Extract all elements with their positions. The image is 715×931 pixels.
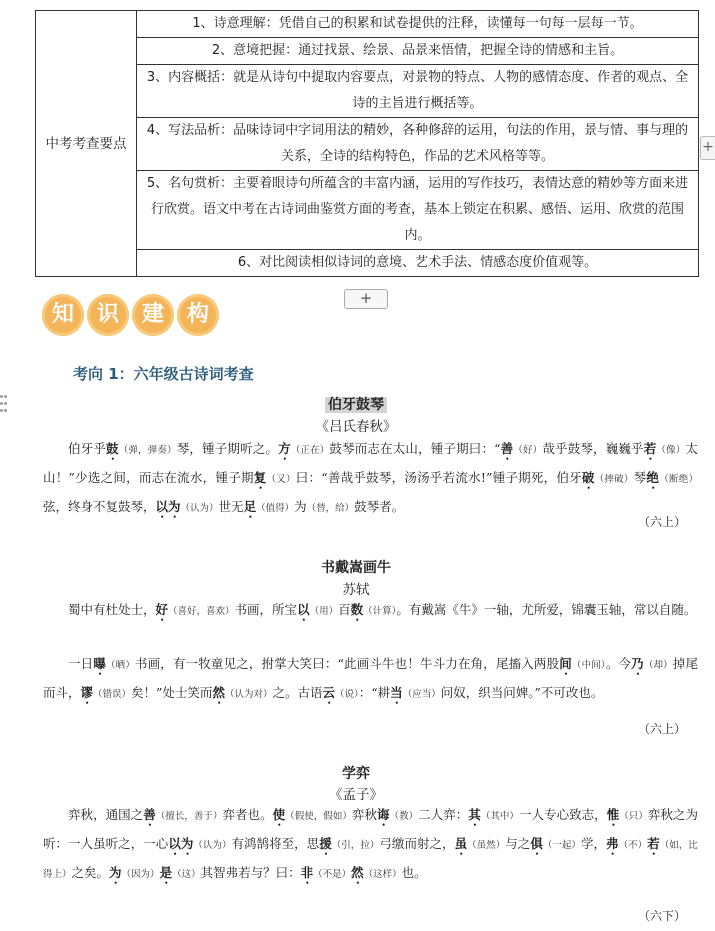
passage-author: 苏轼 xyxy=(342,582,370,598)
gloss-note: （摔破） xyxy=(594,474,634,485)
text-run: 之矣。 xyxy=(71,865,110,880)
gloss-note: （引，拉） xyxy=(331,840,380,851)
key-word: 俱 xyxy=(530,836,543,851)
gloss-note: （弹，弹奏） xyxy=(118,445,177,456)
table-item: 5、名句赏析：主要着眼诗句所蕴含的丰富内涵，运用的写作技巧，表情达意的精妙等方面来进行欣赏。语文中考在古诗词曲鉴赏方面的考查，基本上锁定在积累、感悟、运用、欣赏的范围内。 xyxy=(137,171,699,250)
passage-author: 《吕氏春秋》 xyxy=(315,419,397,435)
gloss-note: （中间） xyxy=(571,660,606,671)
text-run: 与之 xyxy=(505,836,531,851)
key-word: 以 xyxy=(297,602,310,617)
gloss-note: （虽然） xyxy=(467,840,506,851)
key-word: 破 xyxy=(581,470,595,485)
table-row xyxy=(36,11,699,38)
key-word: 惟 xyxy=(606,807,620,822)
key-word: 弗 xyxy=(606,836,619,851)
add-column-button[interactable]: + xyxy=(700,136,715,160)
text-run: 伯牙乎 xyxy=(68,441,107,456)
text-run: 学， xyxy=(580,836,607,851)
gloss-note: （值得） xyxy=(256,503,295,514)
text-run: 百 xyxy=(338,602,351,617)
exam-points-table xyxy=(35,10,699,277)
key-word: 间 xyxy=(559,656,572,671)
gloss-note: （这） xyxy=(172,869,201,880)
passage-body xyxy=(43,650,698,708)
text-run: 琴，锺子期听之。 xyxy=(176,441,279,456)
key-word: 善 xyxy=(143,807,156,822)
passage-title-text: 伯牙鼓琴 xyxy=(325,397,387,413)
key-word: 谬 xyxy=(80,685,94,700)
text-run: ：“耕 xyxy=(358,685,391,700)
key-word: 若 xyxy=(647,836,660,851)
gloss-note: （认为） xyxy=(193,840,232,851)
key-word: 好 xyxy=(155,602,169,617)
text-run: 弦，终身不复鼓琴， xyxy=(43,499,156,514)
key-word: 鼓 xyxy=(106,441,119,456)
text-run: 矣！”处士笑而 xyxy=(131,685,213,700)
text-run: 鼓琴者。 xyxy=(354,499,405,514)
gloss-note: （不是） xyxy=(313,869,352,880)
key-word: 复 xyxy=(253,470,267,485)
table-item: 2、意境把握：通过找景、绘景、品景来悟情，把握全诗的情感和主旨。 xyxy=(137,38,699,65)
grade-label: （六下） xyxy=(637,909,686,923)
text-run: 太山！”少选之间，而志在流水，锺子期 xyxy=(43,441,698,485)
gloss-note: （用） xyxy=(309,606,339,617)
gloss-note: （断绝） xyxy=(659,474,698,485)
text-run: 弈秋 xyxy=(351,807,377,822)
key-word: 非 xyxy=(300,865,314,880)
passage-body xyxy=(43,596,698,625)
gloss-note: （好） xyxy=(513,445,543,456)
gloss-note: （认为） xyxy=(180,503,219,514)
passage-title: 学弈 xyxy=(342,766,370,782)
banner-char: 知 xyxy=(42,294,84,336)
gloss-note: （教） xyxy=(389,811,419,822)
text-run: 。有戴嵩《牛》一轴，尤所爱，锦囊玉轴，常以自随。 xyxy=(396,602,697,617)
gloss-note: （错误） xyxy=(93,689,132,700)
text-run: 弈秋之为听：一人虽听之，一心 xyxy=(43,807,698,851)
key-word: 数 xyxy=(350,602,364,617)
gloss-note: （说） xyxy=(335,689,359,700)
gloss-note: （替，给） xyxy=(306,503,355,514)
key-word: 是 xyxy=(159,865,173,880)
banner-char: 识 xyxy=(87,294,129,336)
passage-title: 书戴嵩画牛 xyxy=(321,560,391,576)
key-word: 足 xyxy=(243,499,257,514)
text-run: 弈者也。 xyxy=(222,807,273,822)
key-word: 曝 xyxy=(93,656,106,671)
grade-label: （六上） xyxy=(637,515,686,529)
gloss-note: （一起） xyxy=(542,840,581,851)
gloss-note: （这样） xyxy=(363,869,402,880)
text-run: 曰：“善哉乎鼓琴，汤汤乎若流水!”锺子期死，伯牙 xyxy=(295,470,582,485)
text-run: 问奴，织当问婢。”不可改也。 xyxy=(440,685,604,700)
section-heading: 考向 1：六年级古诗词考查 xyxy=(73,365,254,383)
key-word: 其 xyxy=(468,807,481,822)
key-word: 然 xyxy=(212,685,225,700)
key-word: 云 xyxy=(322,685,336,700)
key-word: 援 xyxy=(319,836,332,851)
gloss-note: （假使，假如） xyxy=(285,811,352,822)
text-run: 书画，有一牧童见之，拊掌大笑曰：“此画斗牛也！牛斗力在角，尾搐入两股 xyxy=(134,656,560,671)
table-category-cell: 中考考查要点 xyxy=(36,11,137,277)
text-run: 其智弗若与？曰： xyxy=(200,865,301,880)
gloss-note: （计算） xyxy=(363,606,397,617)
gloss-note: （应当） xyxy=(402,689,441,700)
passage-title xyxy=(0,394,712,414)
key-word: 若 xyxy=(643,441,657,456)
gloss-note: （晒） xyxy=(106,660,135,671)
text-run: 鼓琴而志在太山，锺子期曰：“ xyxy=(329,441,501,456)
banner-char: 构 xyxy=(177,294,219,336)
text-run: 弓缴而射之， xyxy=(379,836,455,851)
text-run: 一人专心致志， xyxy=(518,807,607,822)
knowledge-structure-banner xyxy=(42,294,219,336)
gloss-note: （喜好，喜欢） xyxy=(168,606,235,617)
table-item: 1、诗意理解：凭借自己的积累和试卷提供的注释，读懂每一句每一层每一节。 xyxy=(137,11,699,38)
table-item: 4、写法品析：品味诗词中字词用法的精妙，各种修辞的运用，句法的作用，景与情、事与理的关系，全诗的结构特色，作品的艺术风格等等。 xyxy=(137,118,699,171)
key-word: 虽 xyxy=(454,836,468,851)
text-run: 蜀中有杜处士， xyxy=(68,602,156,617)
gloss-note: （如，比得上） xyxy=(43,840,698,880)
gloss-note: （又） xyxy=(266,474,296,485)
text-run: 世无 xyxy=(218,499,244,514)
gloss-note: （其中） xyxy=(480,811,519,822)
key-word: 善 xyxy=(500,441,514,456)
text-run: 书画，所宝 xyxy=(234,602,298,617)
gloss-note: （却） xyxy=(643,660,673,671)
key-word: 为 xyxy=(109,865,122,880)
passage-body xyxy=(43,435,698,522)
key-word: 使 xyxy=(272,807,286,822)
add-row-button[interactable]: + xyxy=(344,289,388,309)
gloss-note: （擅长，善于） xyxy=(155,811,223,822)
text-run: 哉乎鼓琴，巍巍乎 xyxy=(542,441,644,456)
passage-body xyxy=(43,801,698,888)
gloss-note: （认为对） xyxy=(224,689,273,700)
gloss-note: （因为） xyxy=(121,869,160,880)
text-run: 二人弈： xyxy=(418,807,469,822)
table-item: 3、内容概括：就是从诗句中提取内容要点，对景物的特点、人物的感情态度、作者的观点、全诗的主旨进行概括等。 xyxy=(137,65,699,118)
text-run: 有鸿鹄将至，思 xyxy=(231,836,320,851)
text-run: 。今 xyxy=(605,656,632,671)
text-run: 一日 xyxy=(68,656,94,671)
text-run: 为 xyxy=(294,499,307,514)
key-word: 以为 xyxy=(168,836,194,851)
key-word: 当 xyxy=(390,685,403,700)
gloss-note: （不） xyxy=(618,840,648,851)
text-run: 弈秋，通国之 xyxy=(68,807,144,822)
banner-char: 建 xyxy=(132,294,174,336)
text-run: 琴 xyxy=(633,470,647,485)
table-item: 6、对比阅读相似诗词的意境、艺术手法、情感态度价值观等。 xyxy=(137,250,699,277)
key-word: 然 xyxy=(351,865,364,880)
key-word: 诲 xyxy=(376,807,390,822)
key-word: 绝 xyxy=(646,470,660,485)
text-run: 掉尾而斗， xyxy=(43,656,698,700)
text-run: 也。 xyxy=(401,865,427,880)
key-word: 方 xyxy=(278,441,291,456)
key-word: 乃 xyxy=(631,656,644,671)
gloss-note: （只） xyxy=(619,811,648,822)
passage-author: 《孟子》 xyxy=(329,787,383,803)
gloss-note: （像） xyxy=(656,445,686,456)
grade-label: （六上） xyxy=(637,722,686,736)
text-run: 之。古语 xyxy=(272,685,323,700)
gloss-note: （正在） xyxy=(290,445,330,456)
key-word: 以为 xyxy=(155,499,181,514)
